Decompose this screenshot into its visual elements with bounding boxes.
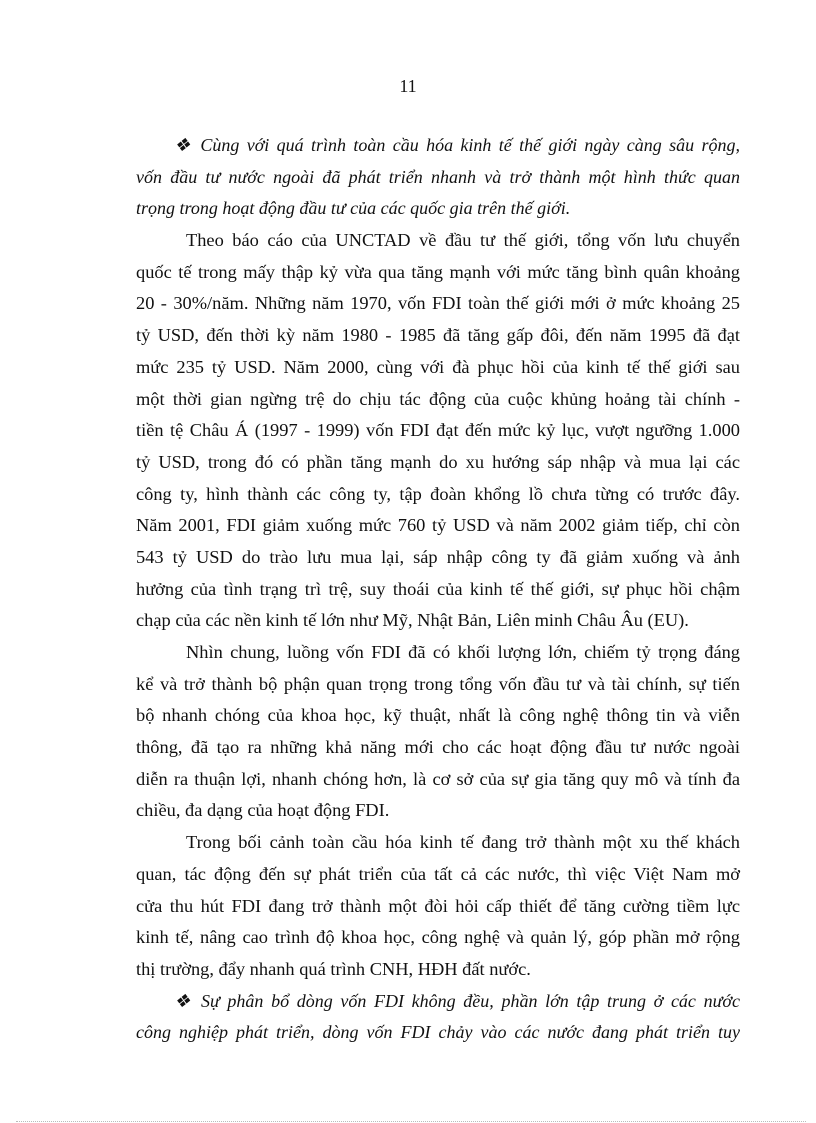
page-bottom-border [16, 1121, 806, 1122]
text-line: kinh tế, nâng cao trình độ khoa học, công nghệ và quản lý, góp phần mở rộng [136, 927, 740, 948]
bullet-paragraph [136, 986, 740, 1049]
text-line: trọng trong hoạt động đầu tư của các quốc gia trên thế giới. [136, 198, 571, 219]
text-line: quốc tế trong mấy thập kỷ vừa qua tăng mạnh với mức tăng bình quân khoảng [136, 261, 740, 282]
document-body [136, 130, 740, 1049]
text-line: diễn ra thuận lợi, nhanh chóng hơn, là cơ sở của sự gia tăng quy mô và tính đa [136, 768, 740, 789]
text-line: ❖ Sự phân bổ dòng vốn FDI không đều, phần lớn tập trung ở các nước [174, 990, 740, 1011]
paragraph [136, 225, 740, 637]
text-line: chiều, đa dạng của hoạt động FDI. [136, 800, 390, 821]
text-line: Theo báo cáo của UNCTAD về đầu tư thế giới, tổng vốn lưu chuyển [186, 230, 740, 251]
text-line: ❖ Cùng với quá trình toàn cầu hóa kinh tế thế giới ngày càng sâu rộng, [174, 135, 740, 155]
text-line: công ty, hình thành các công ty, tập đoàn khổng lồ chưa từng có trước đây. [136, 483, 740, 504]
text-line: tỷ USD, đến thời kỳ năm 1980 - 1985 đã tăng gấp đôi, đến năm 1995 đã đạt [136, 325, 740, 346]
text-line: mức 235 tỷ USD. Năm 2000, cùng với đà phục hồi của kinh tế thế giới sau [136, 356, 740, 377]
text-line: tỷ USD, trong đó có phần tăng mạnh do xu hướng sáp nhập và mua lại các [136, 451, 740, 472]
text-line: chạp của các nền kinh tế lớn như Mỹ, Nhật Bản, Liên minh Châu Âu (EU). [136, 610, 689, 631]
text-line: thông, đã tạo ra những khả năng mới cho các hoạt động đầu tư nước ngoài [136, 737, 740, 758]
text-line: vốn đầu tư nước ngoài đã phát triển nhanh và trở thành một hình thức quan [136, 166, 740, 187]
text-line: Năm 2001, FDI giảm xuống mức 760 tỷ USD và năm 2002 giảm tiếp, chỉ còn [136, 515, 740, 536]
text-line: Trong bối cảnh toàn cầu hóa kinh tế đang trở thành một xu thế khách [186, 832, 740, 853]
text-line: hưởng của tình trạng trì trệ, suy thoái của kinh tế thế giới, sự phục hồi chậm [136, 578, 740, 599]
bullet-paragraph [136, 130, 740, 225]
text-line: công nghiệp phát triển, dòng vốn FDI chảy vào các nước đang phát triển tuy [136, 1022, 740, 1043]
text-line: Nhìn chung, luồng vốn FDI đã có khối lượng lớn, chiếm tỷ trọng đáng [186, 642, 740, 662]
paragraph [136, 637, 740, 827]
page-number: 11 [399, 76, 417, 96]
text-line: một thời gian ngừng trệ do chịu tác động của cuộc khủng hoảng tài chính - [136, 388, 740, 409]
text-line: kể và trở thành bộ phận quan trọng trong tổng vốn đầu tư và tài chính, sự tiến [136, 673, 740, 694]
text-line: bộ nhanh chóng của khoa học, kỹ thuật, nhất là công nghệ thông tin và viễn [136, 705, 740, 726]
text-line: tiền tệ Châu Á (1997 - 1999) vốn FDI đạt đến mức kỷ lục, vượt ngưỡng 1.000 [136, 420, 740, 441]
text-line: 20 - 30%/năm. Những năm 1970, vốn FDI toàn thế giới mới ở mức khoảng 25 [136, 293, 740, 314]
paragraph [136, 827, 740, 985]
text-line: thị trường, đẩy nhanh quá trình CNH, HĐH đất nước. [136, 958, 531, 979]
text-line: cửa thu hút FDI đang trở thành một đòi hỏi cấp thiết để tăng cường tiềm lực [136, 895, 740, 916]
text-line: 543 tỷ USD do trào lưu mua lại, sáp nhập công ty đã giảm xuống và ảnh [136, 546, 740, 567]
text-line: quan, tác động đến sự phát triển của tất cả các nước, thì việc Việt Nam mở [136, 863, 740, 884]
